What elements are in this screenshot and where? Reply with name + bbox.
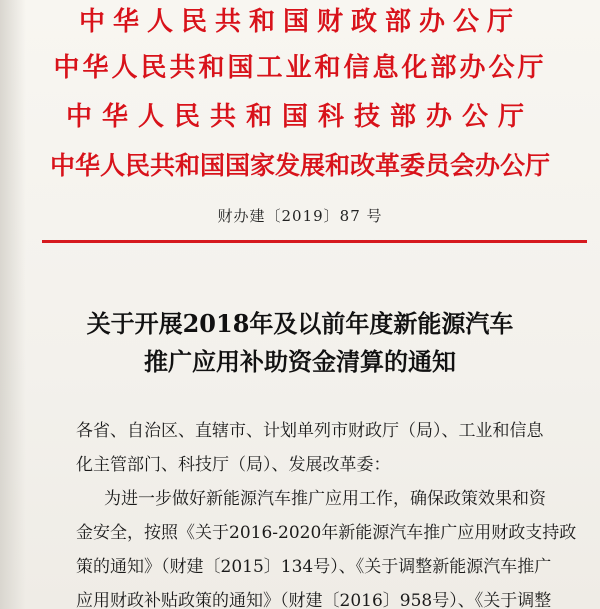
body-text-line: 金安全，按照《关于2016-2020年新能源汽车推广应用财政支持政: [76, 523, 577, 543]
document-title-line: 推广应用补助资金清算的通知: [144, 347, 456, 376]
body-text-line: 应用财政补贴政策的通知》（财建〔2016〕958号）、《关于调整: [76, 591, 552, 609]
body-text-line: 各省、自治区、直辖市、计划单列市财政厅（局）、工业和信息: [76, 421, 544, 441]
document-title-line: 关于开展2018年及以前年度新能源汽车: [86, 309, 514, 338]
issuer-line: 中华人民共和国财政部办公厅: [78, 7, 521, 37]
document-number: 财办建〔2019〕87 号: [217, 207, 383, 225]
body-text-line: 为进一步做好新能源汽车推广应用工作，确保政策效果和资: [104, 489, 546, 509]
issuer-line: 中华人民共和国工业和信息化部办公厅: [53, 53, 547, 83]
body-text-line: 策的通知》（财建〔2015〕134号）、《关于调整新能源汽车推广: [76, 557, 552, 577]
issuer-line: 中华人民共和国国家发展和改革委员会办公厅: [49, 151, 550, 180]
body-text-line: 化主管部门、科技厅（局）、发展改革委：: [76, 455, 391, 475]
red-separator-line: [42, 240, 587, 243]
issuer-line: 中华人民共和国科技部办公厅: [65, 102, 534, 132]
